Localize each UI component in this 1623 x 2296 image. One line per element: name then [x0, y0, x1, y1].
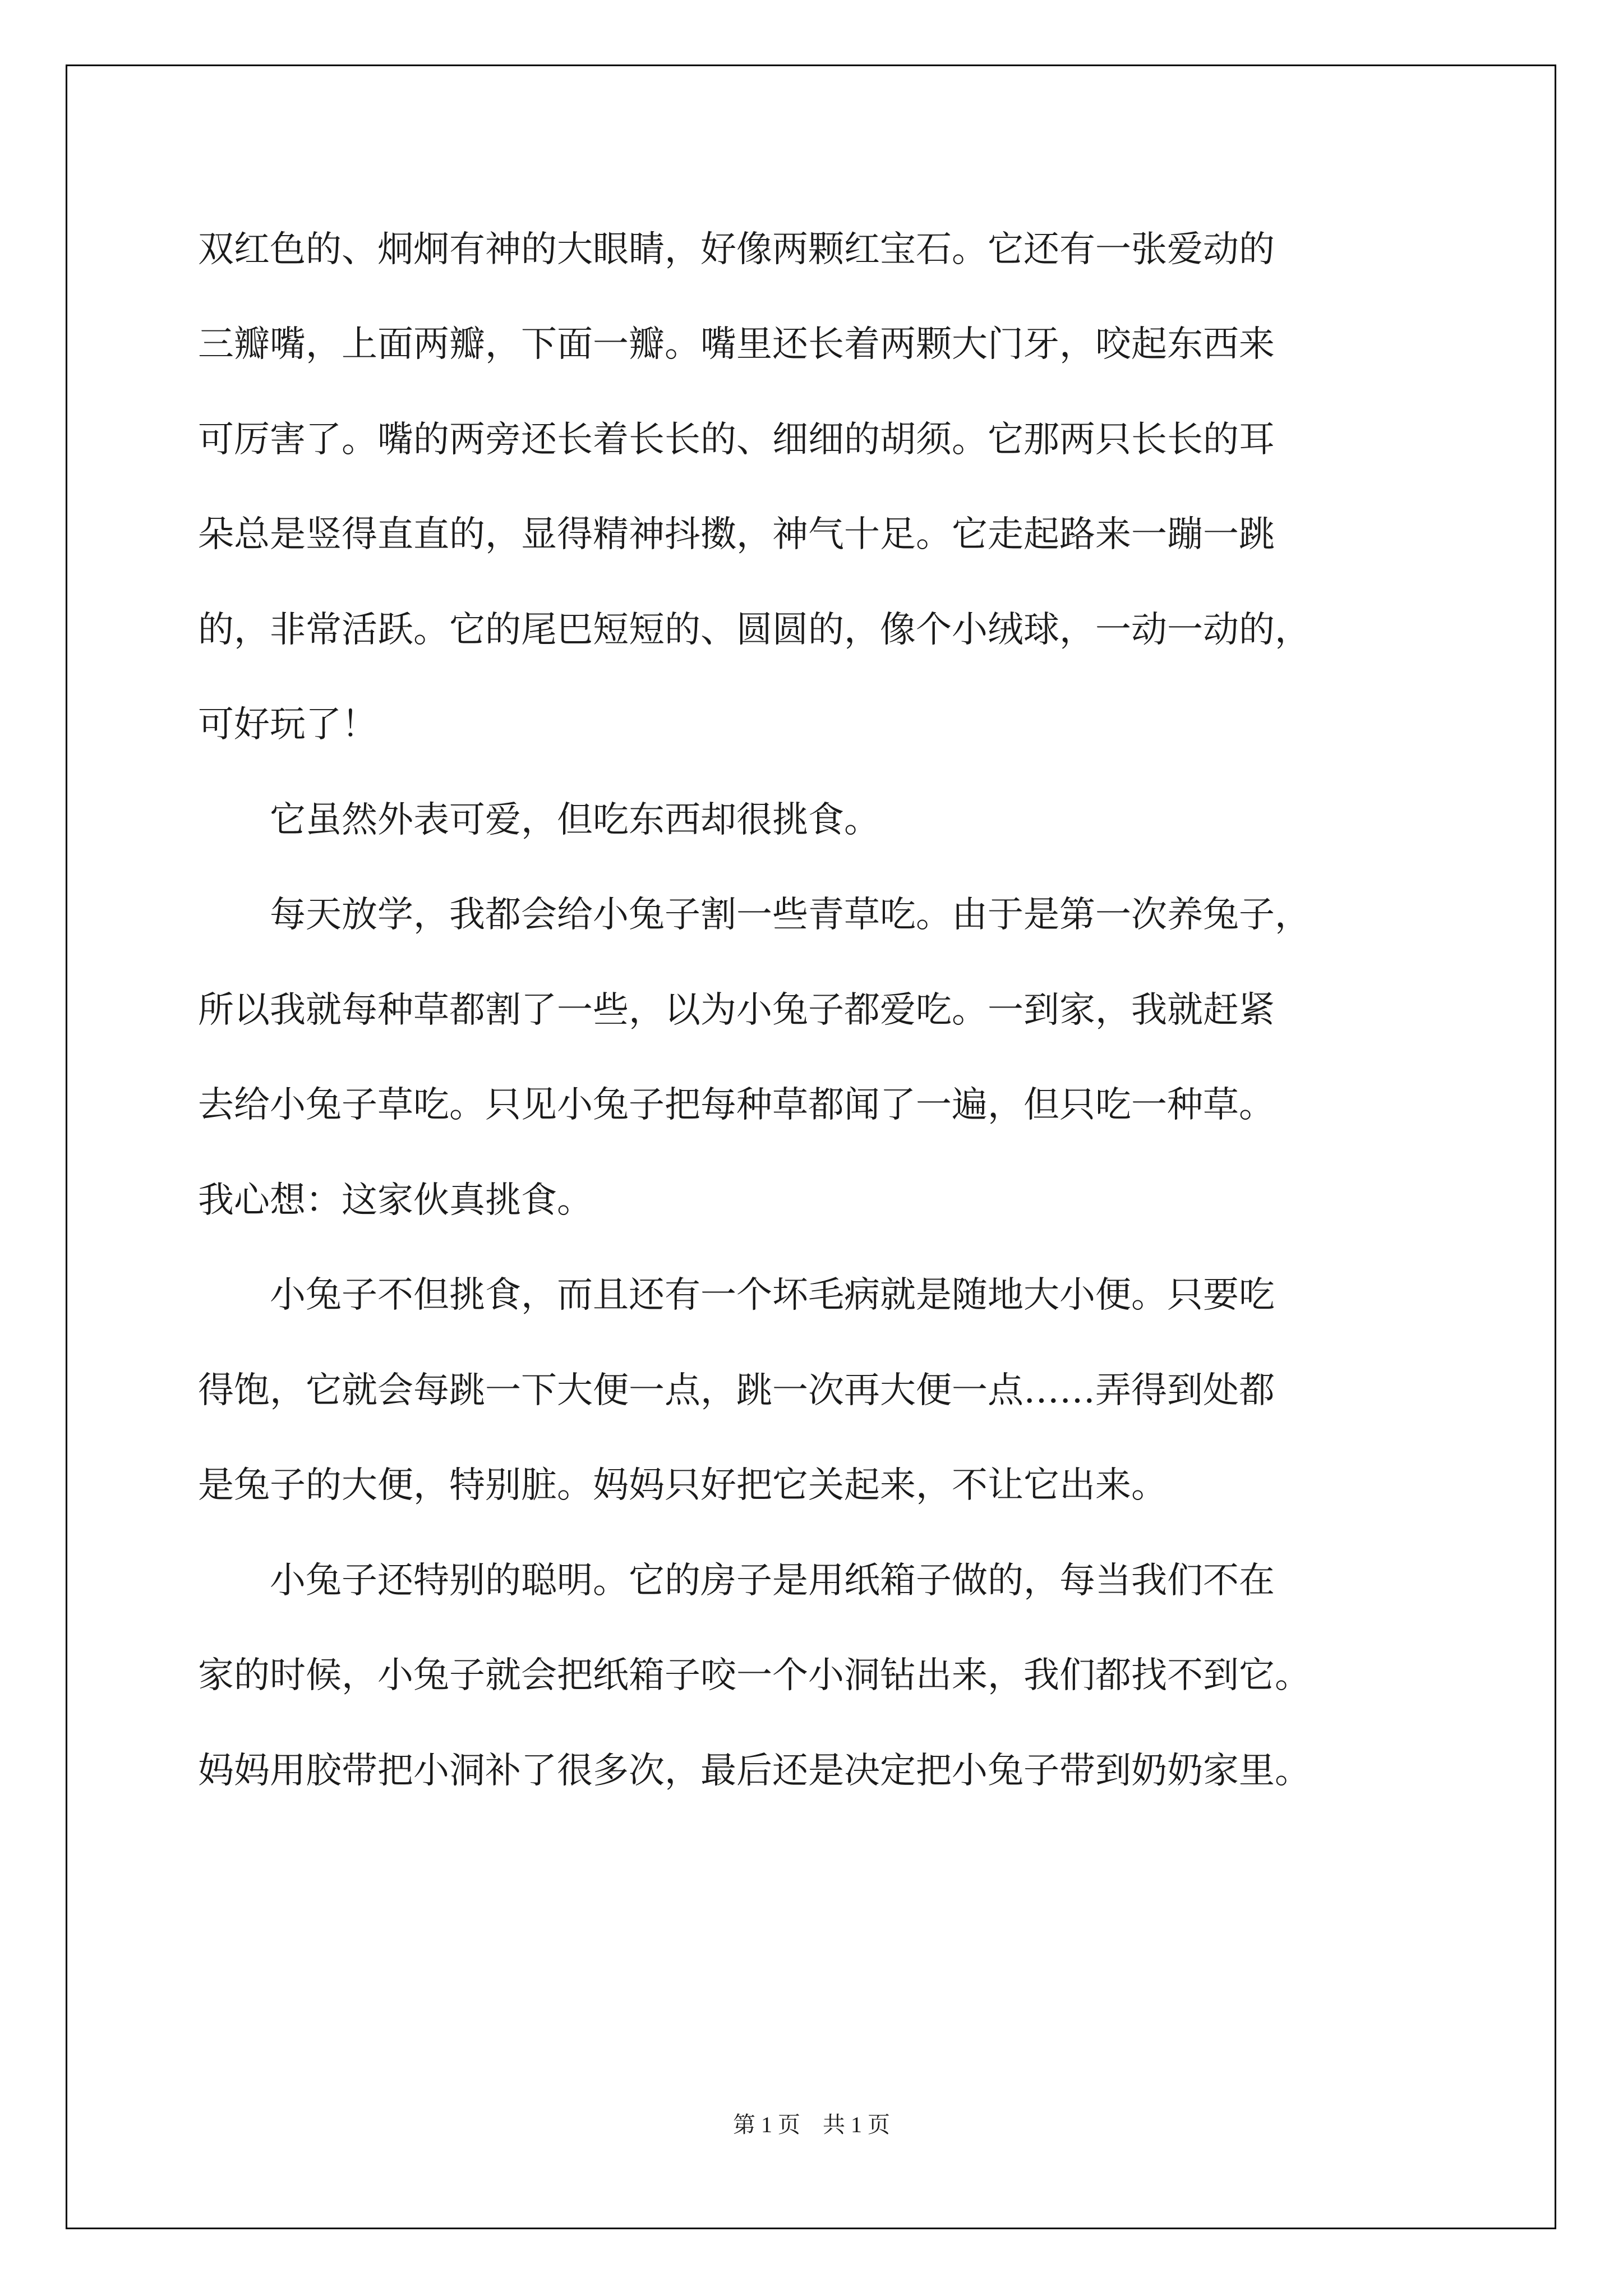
body-line: 去给小兔子草吃。只见小兔子把每种草都闻了一遍，但只吃一种草。 — [198, 1084, 1275, 1126]
body-line: 我心想：这家伙真挑食。 — [198, 1180, 593, 1221]
page-border — [66, 65, 1556, 2229]
body-line: 可好玩了！ — [198, 704, 377, 746]
body-line: 妈妈用胶带把小洞补了很多次，最后还是决定把小兔子带到奶奶家里。 — [198, 1750, 1311, 1792]
body-line: 三瓣嘴，上面两瓣，下面一瓣。嘴里还长着两颗大门牙，咬起东西来 — [198, 324, 1275, 365]
body-line: 家的时候，小兔子就会把纸箱子咬一个小洞钻出来，我们都找不到它。 — [198, 1655, 1311, 1696]
body-line: 所以我就每种草都割了一些，以为小兔子都爱吃。一到家，我就赶紧 — [198, 990, 1275, 1031]
body-line: 每天放学，我都会给小兔子割一些青草吃。由于是第一次养兔子， — [198, 894, 1311, 936]
body-line: 得饱，它就会每跳一下大便一点，跳一次再大便一点……弄得到处都 — [198, 1370, 1275, 1411]
body-line: 的，非常活跃。它的尾巴短短的、圆圆的，像个小绒球，一动一动的， — [198, 609, 1311, 651]
body-line: 小兔子还特别的聪明。它的房子是用纸箱子做的，每当我们不在 — [198, 1560, 1275, 1602]
body-line: 可厉害了。嘴的两旁还长着长长的、细细的胡须。它那两只长长的耳 — [198, 419, 1275, 461]
body-line: 双红色的、炯炯有神的大眼睛，好像两颗红宝石。它还有一张爱动的 — [198, 229, 1275, 270]
body-line: 它虽然外表可爱，但吃东西却很挑食。 — [198, 799, 880, 841]
body-line: 是兔子的大便，特别脏。妈妈只好把它关起来，不让它出来。 — [198, 1465, 1167, 1506]
body-line: 小兔子不但挑食，而且还有一个坏毛病就是随地大小便。只要吃 — [198, 1274, 1275, 1316]
body-line: 朵总是竖得直直的，显得精神抖擞，神气十足。它走起路来一蹦一跳 — [198, 514, 1275, 555]
page-number: 第 1 页 共 1 页 — [733, 2112, 890, 2137]
